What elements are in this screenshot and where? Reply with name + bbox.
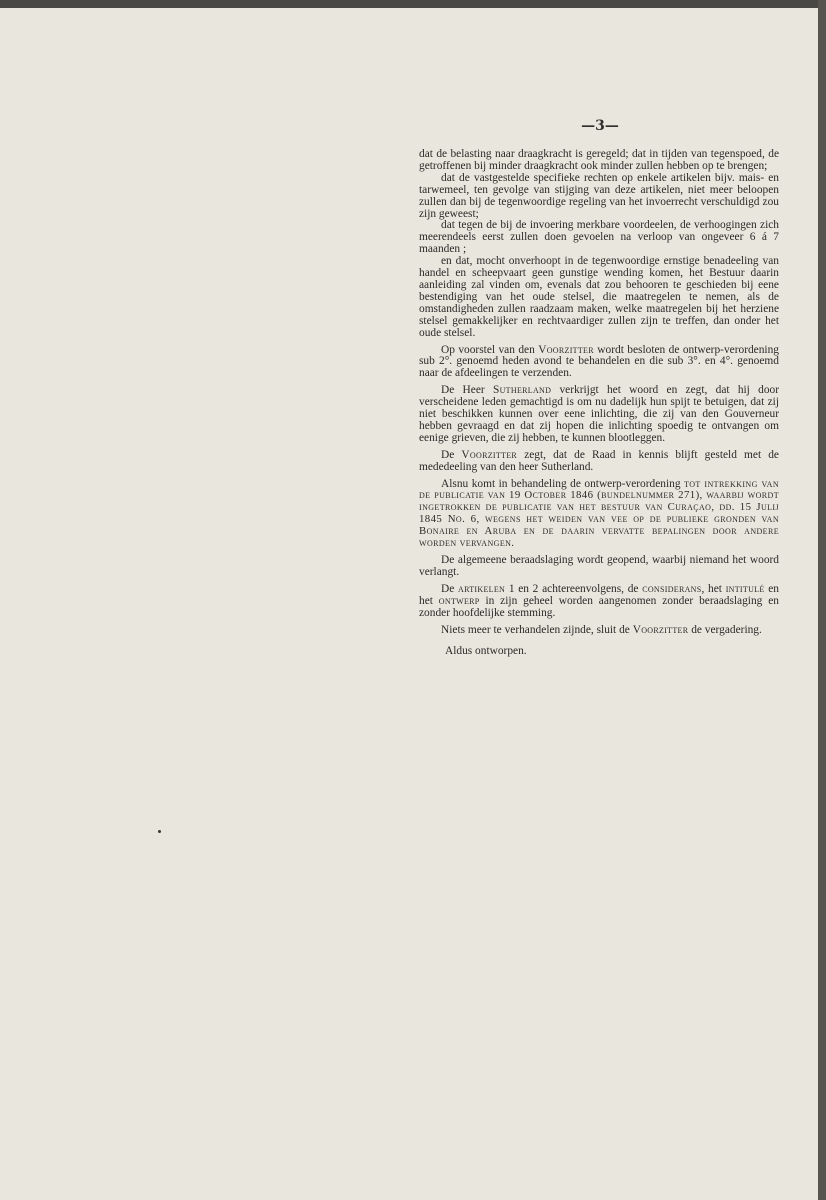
paragraph-7	[419, 450, 779, 474]
scan-right-edge	[818, 0, 826, 1200]
paragraph-7-text-b: zegt, dat de Raad in kennis blijft gesteld met de mededeeling van den heer Sutherland.	[419, 448, 779, 473]
paragraph-2: dat de vastgestelde specifieke rechten op enkele artikelen bijv. mais- en tarwemeel, ten gevolge van stijging van deze artikelen, niet meer beloopen zullen dan bij de tegenwoordige regeling van het invoerrecht verschuldigd zou zijn geweest;	[419, 171, 779, 220]
paragraph-7-text-a: De	[441, 448, 462, 461]
paragraph-6-text-a: De Heer	[441, 384, 493, 397]
paragraph-4: en dat, mocht onverhoopt in de tegenwoordige ernstige benadeeling van handel en scheepvaart geen gunstige wending komen, het Bestuur daarin aanleiding zal vinden om, evenals dat zou behooren te geschieden bij eene bestendiging van het oude stelsel, die maatregelen te nemen, als de omstandigheden zullen raadzaam maken, welke maatregelen bij het herziene stelsel gemakkelijker en rechtvaardiger zullen zijn te treffen, dan onder het oude stelsel.	[419, 255, 779, 339]
paragraph-6-text-b: verkrijgt het woord en zegt, dat hij door verscheidene leden gemachtigd is om nu dadelijk hun spijt te betuigen, dat zij niet beschikken kunnen over eene inlichting, die zij van den Gouverneur hebben gevraagd en dat zij hopen die inlichting spoedig te ontvangen om eenige grieven, die zij hebben, te kunnen blootleggen.	[419, 384, 780, 444]
scan-top-edge	[0, 0, 826, 8]
paragraph-11-text-b: de vergadering.	[688, 623, 762, 636]
paragraph-8-text-a: Alsnu komt in behandeling de ontwerp-verordening	[441, 477, 685, 490]
paragraph-5-text-b: wordt besloten de ontwerp-verordening sub 2°. genoemd heden avond te behandelen en die sub 3°. en 4°. genoemd naar de afdeelingen te verzenden.	[419, 343, 779, 380]
closing-line: Aldus ontworpen.	[445, 645, 527, 658]
paragraph-10-text-b: 1 en 2 achtereenvolgens, de	[505, 582, 643, 595]
paragraph-8	[419, 479, 779, 550]
articles-term: artikelen	[458, 582, 506, 595]
intitule-term: intitulé	[725, 582, 765, 595]
paragraph-10	[419, 584, 779, 620]
considerans-term: considerans	[642, 582, 702, 595]
paragraph-11-text-a: Niets meer te verhandelen zijnde, sluit de	[441, 623, 633, 636]
ontwerp-term: ontwerp	[438, 594, 480, 607]
paragraph-10-text-c: , het	[701, 582, 726, 595]
ink-speck	[158, 830, 161, 833]
chairman-name: Voorzitter	[461, 448, 518, 461]
paragraph-1: dat de belasting naar draagkracht is geregeld; dat in tijden van tegenspoed, de getroffenen bij minder draagkracht ook minder zullen hebben op te brengen;	[419, 148, 779, 172]
paragraph-11	[419, 625, 779, 637]
paragraph-10-text-e: in zijn geheel worden aangenomen zonder beraadslaging en zonder hoofdelijke stemming.	[419, 594, 779, 619]
chairman-name: Voorzitter	[538, 343, 594, 356]
paragraph-3: dat tegen de bij de invoering merkbare voordeelen, de verhoogingen zich meerendeels eerst zullen doen gevoelen na verloop van ongeveer 6 á 7 maanden ;	[419, 219, 779, 256]
chairman-name: Voorzitter	[632, 623, 689, 636]
speaker-name: Sutherland	[492, 384, 552, 397]
paragraph-10-text-a: De	[441, 582, 458, 595]
paragraph-6	[419, 385, 779, 445]
paragraph-9: De algemeene beraadslaging wordt geopend, waarbij niemand het woord verlangt.	[419, 554, 779, 578]
paragraph-10-text-d: en het	[419, 582, 779, 607]
ordinance-title: tot intrekking van de publicatie van 19 October 1846 (bundelnummer 271), waarbij wordt ingetrokken de publicatie van het bestuur van Curaçao, dd. 15 Julij 1845 No. 6, wegens het weiden van vee op de publieke gronden van Bonaire en Aruba en de daarin vervatte bepalingen door andere worden vervangen.	[419, 477, 779, 550]
text-column	[419, 149, 779, 658]
paragraph-5	[419, 345, 779, 381]
paragraph-5-text-a: Op voorstel van den	[441, 343, 539, 356]
page-number: —3—	[581, 118, 619, 134]
